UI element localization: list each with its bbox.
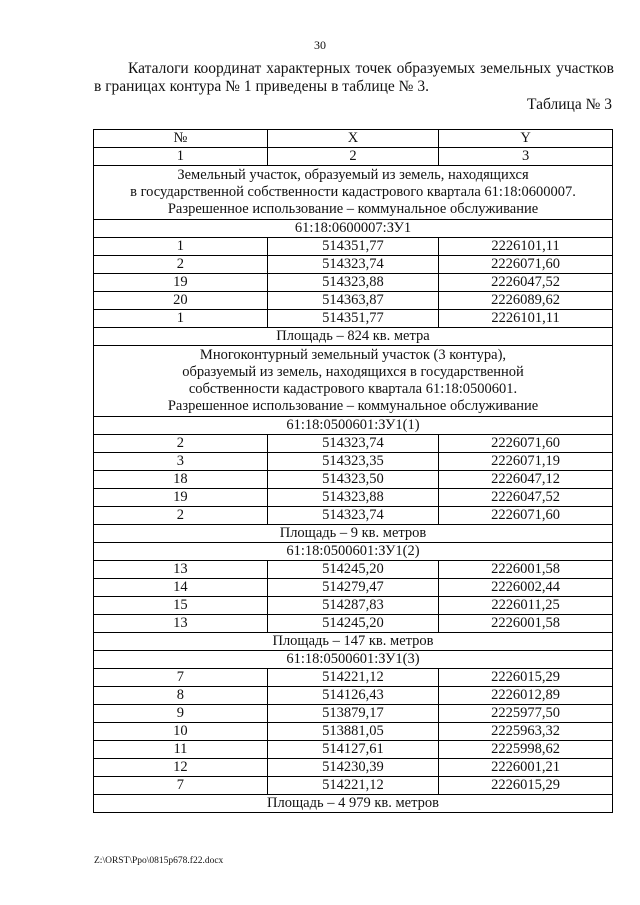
point-number: 7 (94, 669, 268, 687)
point-y: 2226001,58 (439, 615, 613, 633)
point-x: 514323,88 (267, 274, 438, 292)
point-y: 2226047,12 (439, 471, 613, 489)
point-number: 15 (94, 597, 268, 615)
point-number: 7 (94, 777, 268, 795)
coordinate-row (94, 453, 613, 471)
point-y: 2226089,62 (439, 292, 613, 310)
point-y: 2226012,89 (439, 687, 613, 705)
parcel-id-row (94, 651, 613, 669)
section-description-row (94, 166, 613, 220)
coordinate-row (94, 615, 613, 633)
coordinate-row (94, 310, 613, 328)
coordinate-row (94, 759, 613, 777)
point-y: 2226002,44 (439, 579, 613, 597)
point-x: 513881,05 (267, 723, 438, 741)
point-y: 2226001,21 (439, 759, 613, 777)
header-number: № (94, 130, 268, 148)
column-index-1: 1 (94, 148, 268, 166)
point-x: 514351,77 (267, 238, 438, 256)
coordinate-row (94, 579, 613, 597)
point-y: 2225998,62 (439, 741, 613, 759)
point-x: 514221,12 (267, 669, 438, 687)
intro-line-2: в границах контура № 1 приведены в таблице № 3. (94, 78, 429, 95)
point-y: 2226071,60 (439, 256, 613, 274)
footer-file-path: Z:\ORST\Ppo\0815p678.f22.docx (94, 856, 224, 866)
point-y: 2226047,52 (439, 489, 613, 507)
point-x: 514230,39 (267, 759, 438, 777)
parcel-area: Площадь – 4 979 кв. метров (94, 795, 613, 813)
header-x: X (267, 130, 438, 148)
page-number: 30 (314, 38, 326, 52)
point-x: 514287,83 (267, 597, 438, 615)
coordinate-row (94, 723, 613, 741)
header-y: Y (439, 130, 613, 148)
point-y: 2226001,58 (439, 561, 613, 579)
column-index-3: 3 (439, 148, 613, 166)
point-number: 2 (94, 507, 268, 525)
column-index-row (94, 148, 613, 166)
table-header-row (94, 130, 613, 148)
parcel-cadastral-id: 61:18:0500601:ЗУ1(3) (94, 651, 613, 669)
parcel-cadastral-id: 61:18:0500601:ЗУ1(1) (94, 417, 613, 435)
column-index-2: 2 (267, 148, 438, 166)
point-number: 14 (94, 579, 268, 597)
point-y: 2226011,25 (439, 597, 613, 615)
point-y: 2226047,52 (439, 274, 613, 292)
parcel-area-row (94, 633, 613, 651)
section-description-line: собственности кадастрового квартала 61:18:0500601. (188, 381, 518, 397)
parcel-area-row (94, 795, 613, 813)
coordinate-row (94, 687, 613, 705)
coordinate-row (94, 238, 613, 256)
point-number: 8 (94, 687, 268, 705)
section-description (94, 346, 613, 417)
point-number: 1 (94, 310, 268, 328)
intro-paragraph (94, 60, 614, 96)
point-number: 13 (94, 615, 268, 633)
coordinate-row (94, 741, 613, 759)
point-x: 514323,50 (267, 471, 438, 489)
parcel-id-row (94, 220, 613, 238)
parcel-area-row (94, 525, 613, 543)
parcel-area: Площадь – 824 кв. метра (94, 328, 613, 346)
point-x: 513879,17 (267, 705, 438, 723)
point-x: 514323,74 (267, 256, 438, 274)
point-y: 2225963,32 (439, 723, 613, 741)
parcel-area-row (94, 328, 613, 346)
section-description (94, 166, 613, 220)
section-description-line: образуемый из земель, находящихся в государственной (182, 364, 524, 380)
point-y: 2226101,11 (439, 310, 613, 328)
coordinate-row (94, 777, 613, 795)
point-y: 2226071,60 (439, 435, 613, 453)
section-description-line: Многоконтурный земельный участок (3 контура), (199, 347, 507, 363)
section-description-line: Разрешенное использование – коммунальное обслуживание (167, 398, 539, 414)
coordinate-row (94, 669, 613, 687)
coordinate-row (94, 507, 613, 525)
point-x: 514126,43 (267, 687, 438, 705)
point-number: 2 (94, 435, 268, 453)
point-x: 514127,61 (267, 741, 438, 759)
section-description-line: Разрешенное использование – коммунальное обслуживание (167, 201, 539, 217)
parcel-area: Площадь – 9 кв. метров (94, 525, 613, 543)
coordinate-row (94, 597, 613, 615)
point-number: 2 (94, 256, 268, 274)
point-x: 514323,35 (267, 453, 438, 471)
point-x: 514323,74 (267, 507, 438, 525)
section-description-line: в государственной собственности кадастрового квартала 61:18:0600007. (130, 184, 576, 200)
parcel-area: Площадь – 147 кв. метров (94, 633, 613, 651)
coordinate-row (94, 292, 613, 310)
coordinate-row (94, 489, 613, 507)
parcel-id-row (94, 543, 613, 561)
point-y: 2226101,11 (439, 238, 613, 256)
coordinate-row (94, 274, 613, 292)
coordinate-row (94, 256, 613, 274)
point-number: 13 (94, 561, 268, 579)
section-description-row (94, 346, 613, 417)
point-x: 514323,88 (267, 489, 438, 507)
point-number: 19 (94, 489, 268, 507)
point-number: 10 (94, 723, 268, 741)
point-number: 1 (94, 238, 268, 256)
intro-line-1: Каталоги координат характерных точек образуемых земельных участков (128, 60, 614, 77)
point-y: 2225977,50 (439, 705, 613, 723)
point-y: 2226015,29 (439, 669, 613, 687)
point-x: 514323,74 (267, 435, 438, 453)
point-x: 514279,47 (267, 579, 438, 597)
coordinate-row (94, 471, 613, 489)
point-number: 9 (94, 705, 268, 723)
coordinates-table-body (94, 130, 613, 813)
point-number: 3 (94, 453, 268, 471)
parcel-cadastral-id: 61:18:0500601:ЗУ1(2) (94, 543, 613, 561)
point-number: 18 (94, 471, 268, 489)
point-y: 2226071,60 (439, 507, 613, 525)
point-number: 11 (94, 741, 268, 759)
section-description-line: Земельный участок, образуемый из земель, находящихся (177, 167, 529, 183)
coordinate-row (94, 435, 613, 453)
point-x: 514245,20 (267, 615, 438, 633)
point-x: 514351,77 (267, 310, 438, 328)
parcel-cadastral-id: 61:18:0600007:ЗУ1 (94, 220, 613, 238)
point-number: 12 (94, 759, 268, 777)
parcel-id-row (94, 417, 613, 435)
point-y: 2226015,29 (439, 777, 613, 795)
point-x: 514221,12 (267, 777, 438, 795)
point-x: 514363,87 (267, 292, 438, 310)
table-label: Таблица № 3 (527, 96, 612, 113)
point-x: 514245,20 (267, 561, 438, 579)
coordinate-row (94, 561, 613, 579)
point-y: 2226071,19 (439, 453, 613, 471)
point-number: 20 (94, 292, 268, 310)
coordinates-table (93, 129, 613, 813)
coordinate-row (94, 705, 613, 723)
point-number: 19 (94, 274, 268, 292)
